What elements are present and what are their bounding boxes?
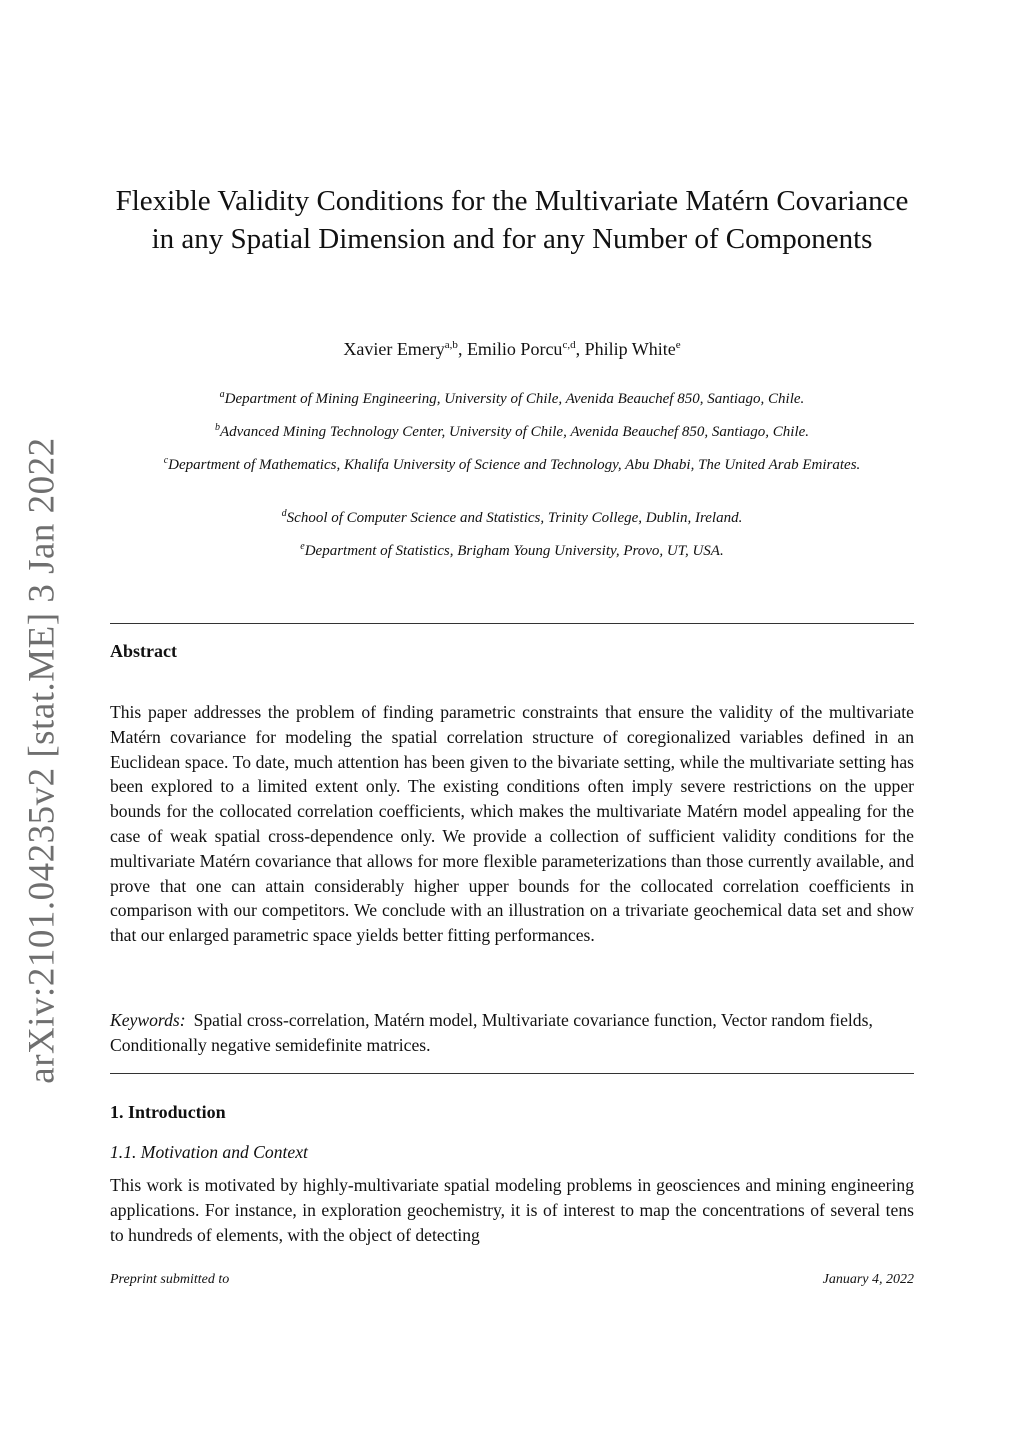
- keywords-label: Keywords:: [110, 1010, 186, 1030]
- affiliation-text: Department of Statistics, Brigham Young University, Provo, UT, USA.: [304, 543, 724, 559]
- section-heading-introduction: 1. Introduction: [110, 1102, 226, 1122]
- affiliation-text: Department of Mining Engineering, University of Chile, Avenida Beauchef 850, Santiago, Chile.: [224, 391, 805, 407]
- arxiv-stamp-text: arXiv:2101.04235v2 [stat.ME] 3 Jan 2022: [21, 436, 63, 1084]
- keywords-text: Spatial cross-correlation, Matérn model, Multivariate covariance function, Vector random fields, Conditionally negative semidefinite matrices.: [110, 1010, 873, 1055]
- affiliation-b: [112, 422, 912, 442]
- divider-top: [110, 623, 914, 624]
- author-name: Xavier Emery: [343, 339, 445, 359]
- affiliation-mark: b: [214, 422, 220, 433]
- author-affil-mark: c,d: [562, 339, 576, 351]
- author-list: [112, 337, 912, 361]
- affiliation-mark: a: [219, 389, 225, 400]
- affiliation-text: Advanced Mining Technology Center, University of Chile, Avenida Beauchef 850, Santiago, Chile.: [219, 424, 810, 440]
- affiliation-text: Department of Mathematics, Khalifa University of Science and Technology, Abu Dhabi, The United Arab Emirates.: [168, 457, 861, 473]
- author-affil-mark: e: [675, 339, 681, 351]
- author-separator: ,: [575, 339, 585, 359]
- author-affil-mark: a,b: [444, 339, 458, 351]
- affiliation-mark: c: [163, 455, 169, 466]
- abstract-heading: Abstract: [110, 641, 177, 661]
- affiliation-e: [112, 541, 912, 561]
- affiliation-c: [112, 455, 912, 475]
- divider-bottom: [110, 1073, 914, 1074]
- arxiv-sidebar-stamp: [20, 436, 64, 1084]
- author-name: Emilio Porcu: [466, 339, 563, 359]
- keywords-block: [110, 1008, 914, 1058]
- affiliation-a: [112, 389, 912, 409]
- author-name: Philip White: [584, 339, 676, 359]
- paper-title: Flexible Validity Conditions for the Multivariate Matérn Covariance in any Spatial Dimension and for any Number of Components: [115, 185, 909, 255]
- introduction-text: This work is motivated by highly-multivariate spatial modeling problems in geosciences and mining engineering applications. For instance, in exploration geochemistry, it is of interest to map the concentrations of several tens to hundreds of elements, with the object of detecting: [110, 1175, 914, 1245]
- affiliation-d: [112, 508, 912, 528]
- subsection-heading-motivation: 1.1. Motivation and Context: [110, 1142, 308, 1162]
- affiliation-text: School of Computer Science and Statistics, Trinity College, Dublin, Ireland.: [286, 510, 743, 526]
- affiliation-mark: d: [281, 508, 287, 519]
- footer-preprint-note: Preprint submitted to: [110, 1272, 230, 1287]
- footer-date: January 4, 2022: [822, 1272, 914, 1287]
- affiliation-mark: e: [300, 541, 305, 552]
- author-separator: ,: [457, 339, 467, 359]
- abstract-text: This paper addresses the problem of finding parametric constraints that ensure the validity of the multivariate Matérn covariance for modeling the spatial correlation structure of coregionalized variables defined in an Euclidean space. To date, much attention has been given to the bivariate setting, while the multivariate setting has been explored to a limited extent only. The existing conditions often imply severe restrictions on the upper bounds for the collocated correlation coefficients, which makes the multivariate Matérn model appealing for the case of weak spatial cross-dependence only. We provide a collection of sufficient validity conditions for the multivariate Matérn covariance that allows for more flexible parameterizations than those currently available, and prove that one can attain considerably higher upper bounds for the collocated correlation coefficients in comparison with our competitors. We conclude with an illustration on a trivariate geochemical data set and show that our enlarged parametric space yields better fitting performances.: [110, 702, 914, 946]
